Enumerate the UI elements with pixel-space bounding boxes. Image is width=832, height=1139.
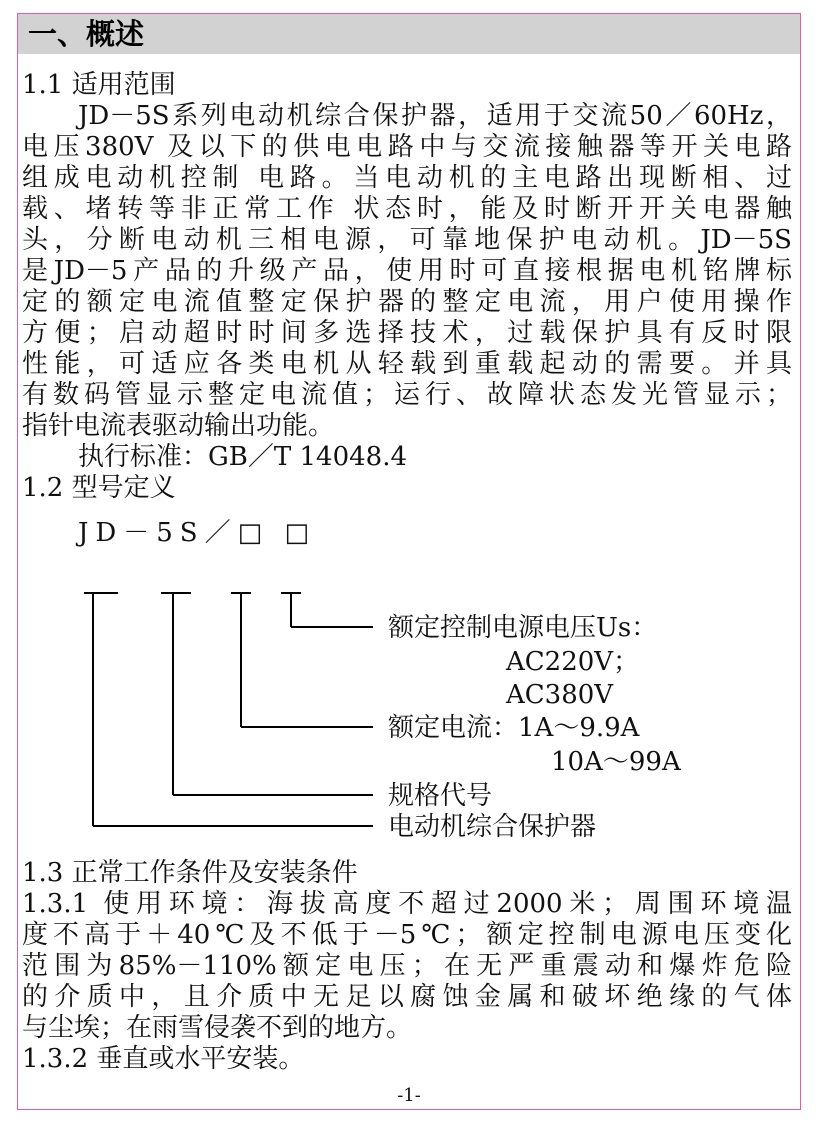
paragraph-line: 与尘埃；在雨雪侵袭不到的地方。 [22,1013,413,1043]
section-title: 一、概述 [28,17,145,51]
subsection-heading-1-3: 1.3 正常工作条件及安装条件 [22,858,358,888]
current-value-range-2: 10A～99A [551,747,681,777]
paragraph-line: 范围为85%－110%额定电压；在无严重震动和爆炸危险 [22,951,792,981]
paragraph-line: 的介质中，且介质中无足以腐蚀金属和破坏绝缘的气体 [22,982,792,1012]
paragraph-line: 1.3.1 使用环境：海拔高度不超过2000米；周围环境温 [22,889,792,919]
subsection-heading-1-1: 1.1 适用范围 [22,70,176,100]
paragraph-line: 是JD－5产品的升级产品，使用时可直接根据电机铭牌标 [22,256,792,286]
paragraph-line: 电压380V 及以下的供电电路中与交流接触器等开关电路 [22,132,792,162]
paragraph-line: 方便；启动超时时间多选择技术，过载保护具有反时限 [22,318,792,348]
paragraph-line: 头，分断电动机三相电源，可靠地保护电动机。JD－5S [22,225,792,255]
paragraph-line: 性能，可适应各类电机从轻载到重载起动的需要。并具 [22,349,792,379]
page-number: -1- [397,1085,421,1106]
paragraph-line: 有数码管显示整定电流值；运行、故障状态发光管显示； [22,380,792,410]
paragraph-line: 度不高于＋40℃及不低于－5℃；额定控制电源电压变化 [22,920,792,950]
product-label: 电动机综合保护器 [388,812,597,842]
voltage-value-ac220: AC220V； [506,647,640,677]
paragraph-line: 指针电流表驱动输出功能。 [22,411,335,441]
model-code: JD－5S／□ □ [78,518,317,548]
spec-code-label: 规格代号 [388,781,493,811]
paragraph-line: 载、堵转等非正常工作 状态时，能及时断开开关电器触 [22,194,792,224]
document-page [17,13,801,1110]
paragraph-line: JD－5S系列电动机综合保护器，适用于交流50／60Hz， [78,101,792,131]
install-line: 1.3.2 垂直或水平安装。 [22,1044,305,1074]
subsection-heading-1-2: 1.2 型号定义 [22,473,176,503]
voltage-value-ac380: AC380V [506,680,614,710]
voltage-label: 额定控制电源电压Us： [388,613,658,643]
current-label: 额定电流：1A～9.9A [388,713,640,743]
paragraph-line: 组成电动机控制 电路。当电动机的主电路出现断相、过 [22,163,792,193]
paragraph-line: 定的额定电流值整定保护器的整定电流，用户使用操作 [22,287,792,317]
standard-line: 执行标准：GB／T 14048.4 [78,442,407,472]
